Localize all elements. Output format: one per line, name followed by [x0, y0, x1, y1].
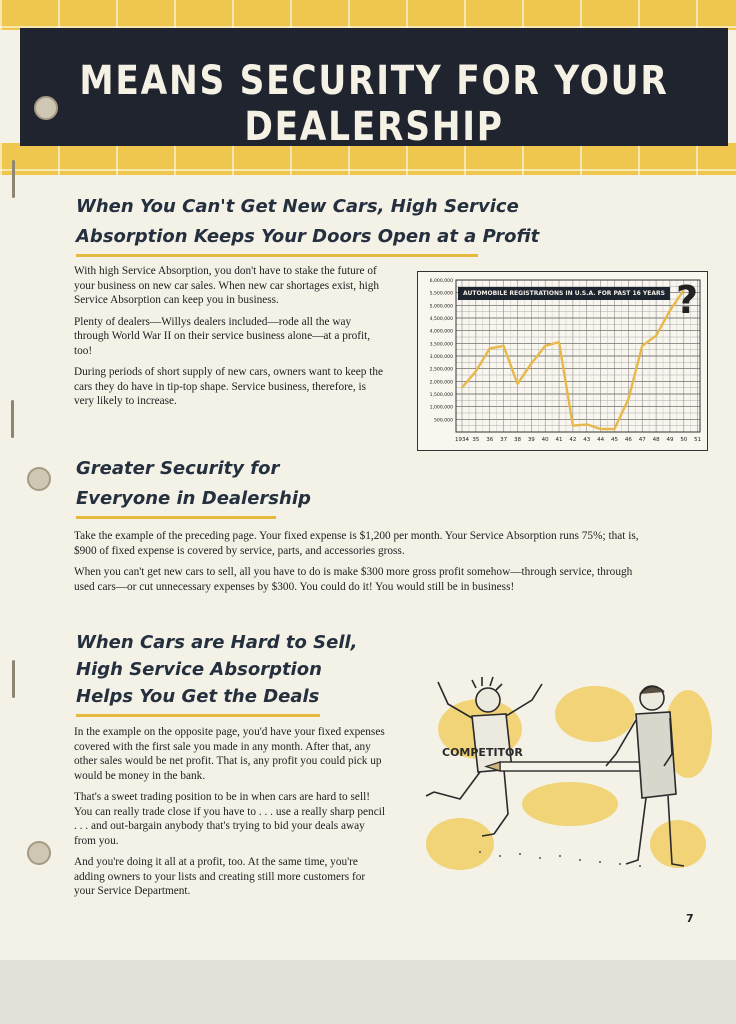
section-body — [74, 529, 644, 601]
binder-clip — [12, 160, 15, 198]
section-body — [74, 264, 384, 416]
heading-line: When Cars are Hard to Sell, — [76, 632, 358, 653]
section-body — [74, 725, 386, 906]
paragraph: When you can't get new cars to sell, all you have to do is make $300 more gross profit somehow—through service, through used cars—or cut unnecessary expenses by $300. You could do it! You would still be in business! — [74, 566, 633, 593]
heading-rule — [76, 714, 320, 717]
paragraph: During periods of short supply of new cars, owners want to keep the cars they do have in tip-top shape. Service business, therefore, is very likely to increase. — [74, 366, 384, 407]
y-tick-label: 4,500,000 — [429, 317, 453, 322]
heading-line: Greater Security for — [76, 458, 280, 479]
chart-title: AUTOMOBILE REGISTRATIONS IN U.S.A. FOR PAST 16 YEARS — [458, 287, 670, 300]
registrations-chart — [417, 271, 708, 451]
heading-rule — [76, 516, 276, 519]
y-tick-label: 3,500,000 — [429, 342, 453, 348]
x-tick-label: 48 — [652, 437, 660, 443]
y-tick-label: 6,000,000 — [429, 279, 453, 284]
binder-hole — [27, 841, 51, 865]
x-tick-label: 38 — [513, 437, 521, 443]
x-tick-label: 41 — [555, 437, 563, 443]
x-tick-label: 42 — [569, 437, 577, 443]
competitor-illustration — [420, 674, 720, 889]
page-number: 7 — [686, 912, 694, 925]
x-tick-label: 49 — [666, 437, 674, 443]
section-heading — [76, 192, 539, 252]
ground-dots — [479, 851, 641, 867]
chart-question-mark: ? — [676, 278, 699, 322]
binder-hole — [27, 467, 51, 491]
y-tick-label: 2,500,000 — [429, 367, 453, 373]
x-tick-label: 45 — [611, 437, 618, 443]
x-tick-label: 1934 — [455, 437, 469, 443]
y-tick-label: 4,000,000 — [429, 329, 453, 335]
y-tick-label: 3,000,000 — [429, 355, 453, 360]
x-tick-label: 35 — [472, 437, 480, 443]
y-tick-label: 1,500,000 — [429, 393, 453, 398]
paragraph: Plenty of dealers—Willys dealers included—rode all the way through World War II on their service business alone—at a profit, too! — [74, 315, 371, 357]
binder-clip — [11, 400, 14, 438]
y-tick-label: 1,000,000 — [429, 405, 453, 411]
section-heading — [76, 629, 358, 710]
heading-rule — [76, 254, 478, 257]
x-tick-label: 50 — [680, 437, 688, 443]
y-tick-label: 2,000,000 — [429, 380, 453, 386]
heading-line: When You Can't Get New Cars, High Service — [76, 196, 519, 217]
x-tick-label: 46 — [624, 437, 632, 443]
y-tick-label: 5,500,000 — [429, 291, 453, 297]
competitor-label: COMPETITOR — [442, 746, 523, 759]
y-tick-label: 5,000,000 — [429, 304, 453, 310]
heading-line: Absorption Keeps Your Doors Open at a Profit — [76, 226, 540, 247]
x-tick-label: 37 — [500, 437, 508, 443]
x-tick-label: 40 — [541, 437, 549, 443]
x-tick-label: 36 — [486, 437, 494, 443]
x-tick-label: 51 — [694, 437, 702, 443]
heading-line: High Service Absorption — [76, 659, 322, 680]
x-tick-label: 47 — [638, 437, 646, 443]
paragraph: That's a sweet trading position to be in when cars are hard to sell! You can really trade close if you have to . . . use a really sharp pencil . . . and out-bargain anybody that's trying to bid your deals away from you. — [74, 791, 385, 847]
tile-band-top — [0, 0, 736, 30]
heading-line: Everyone in Dealership — [76, 488, 311, 509]
paragraph: With high Service Absorption, you don't have to stake the future of your business on new car sales. When new car shortages exist, high Service Absorption can keep you in business. — [74, 265, 380, 306]
y-tick-label: 500,000 — [434, 418, 453, 424]
x-tick-label: 44 — [597, 437, 605, 443]
heading-line: Helps You Get the Deals — [76, 686, 320, 707]
paragraph: And you're doing it all at a profit, too. At the same time, you're adding owners to your lists and creating still more customers for your Service Department. — [74, 856, 366, 897]
binder-hole — [34, 96, 58, 120]
paragraph: In the example on the opposite page, you'd have your fixed expenses covered with the first sale you made in any month. After that, any other sales would be net profit. That is, any profit you could pick up would be money in the bank. — [74, 726, 385, 782]
scan-background — [0, 960, 736, 1024]
x-tick-label: 39 — [527, 437, 535, 443]
section-heading — [76, 454, 311, 514]
x-tick-label: 43 — [583, 437, 591, 443]
header-banner — [20, 28, 728, 150]
page-title: MEANS SECURITY FOR YOUR DEALERSHIP — [79, 58, 669, 150]
binder-clip — [12, 660, 15, 698]
paragraph: Take the example of the preceding page. Your fixed expense is $1,200 per month. Your Service Absorption runs 75%; that is, $900 of fixed expense is covered by service, parts, and accessories gross. — [74, 530, 639, 557]
